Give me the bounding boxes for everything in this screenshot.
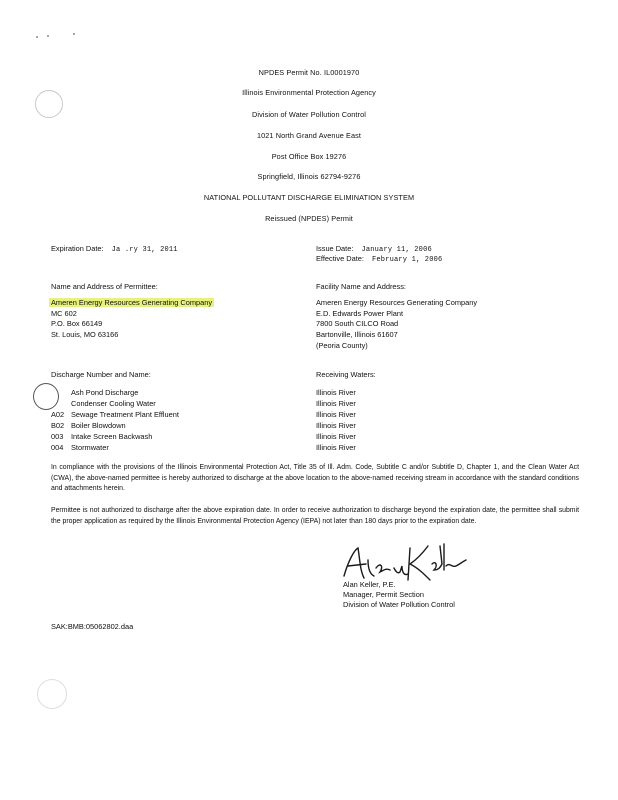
issue-value: January 11, 2006	[361, 246, 432, 254]
signatory-name: Alan Keller, P.E.	[343, 580, 396, 589]
permittee-line: Ameren Energy Resources Generating Company	[51, 298, 213, 307]
effective-value: February 1, 2006	[372, 256, 443, 264]
effective-label: Effective Date:	[316, 254, 364, 263]
division-name: Division of Water Pollution Control	[252, 110, 366, 119]
punch-hole	[37, 679, 67, 709]
discharge-number: 003	[51, 432, 64, 441]
discharge-name: Sewage Treatment Plant Effluent	[71, 410, 179, 419]
facility-line: 7800 South CILCO Road	[316, 319, 399, 329]
table-row	[51, 399, 156, 408]
issue-date	[316, 244, 432, 254]
permittee-heading: Name and Address of Permittee:	[51, 282, 158, 291]
table-row	[51, 432, 152, 441]
scan-speck	[47, 35, 49, 37]
table-row	[51, 410, 179, 419]
receiving-waters-heading: Receiving Waters:	[316, 370, 376, 379]
receiving-water: Illinois River	[316, 421, 356, 430]
city-state-zip: Springfield, Illinois 62794-9276	[257, 172, 361, 181]
receiving-water: Illinois River	[316, 399, 356, 408]
receiving-water: Illinois River	[316, 432, 356, 441]
expiration-date	[51, 244, 178, 254]
issue-label: Issue Date:	[316, 244, 354, 253]
permittee-line: St. Louis, MO 63166	[51, 330, 119, 340]
permittee-address	[51, 298, 214, 341]
scan-speck	[36, 36, 38, 38]
discharge-number: 004	[51, 443, 64, 452]
permit-number: NPDES Permit No. IL0001970	[258, 68, 360, 77]
permittee-line: MC 602	[51, 308, 77, 318]
facility-line: (Peoria County)	[316, 340, 368, 350]
facility-line: E.D. Edwards Power Plant	[316, 308, 404, 318]
effective-date	[316, 254, 442, 264]
facility-line: Bartonville, Illinois 61607	[316, 330, 398, 340]
expiration-paragraph: Permittee is not authorized to discharge after the above expiration date. In order to receive authorization to discharge beyond the expiration date, the permittee shall submit the proper application as required by the Illinois Environmental Protection Agency (IEPA) not later than 180 days prior to the expiration date.	[51, 507, 579, 525]
receiving-water: Illinois River	[316, 388, 356, 397]
discharge-name: Stormwater	[71, 443, 109, 452]
street-address: 1021 North Grand Avenue East	[256, 131, 362, 140]
facility-line: Ameren Energy Resources Generating Company	[316, 298, 478, 307]
table-row	[51, 421, 126, 430]
discharge-number: A02	[51, 410, 65, 419]
discharge-number: B02	[51, 421, 65, 430]
discharge-name: Intake Screen Backwash	[71, 432, 153, 441]
signatory-title: Manager, Permit Section	[343, 590, 424, 599]
scan-speck	[73, 33, 75, 35]
expiration-label: Expiration Date:	[51, 244, 104, 253]
discharge-heading: Discharge Number and Name:	[51, 370, 151, 379]
facility-address	[316, 298, 477, 352]
discharge-name: Ash Pond Discharge	[71, 388, 139, 397]
facility-heading: Facility Name and Address:	[316, 282, 406, 291]
system-title: NATIONAL POLLUTANT DISCHARGE ELIMINATION SYSTEM	[203, 193, 415, 202]
discharge-name: Condenser Cooling Water	[71, 399, 156, 408]
receiving-water: Illinois River	[316, 443, 356, 452]
table-row	[51, 388, 138, 397]
agency-name: Illinois Environmental Protection Agency	[242, 88, 376, 97]
permittee-line: P.O. Box 66149	[51, 319, 103, 329]
receiving-water: Illinois River	[316, 410, 356, 419]
compliance-paragraph: In compliance with the provisions of the Illinois Environmental Protection Act, Title 35 of Ill. Adm. Code, Subtitle C and/or Subtitle D, Chapter 1, and the Clean Water Act (CWA), the above-named permittee is hereby authorized to discharge at the above location to the above-named receiving stream in accordance with the standard conditions and attachments herein.	[51, 464, 579, 492]
po-box: Post Office Box 19276	[271, 152, 347, 161]
permit-type: Reissued (NPDES) Permit	[265, 214, 353, 223]
discharge-name: Boiler Blowdown	[71, 421, 126, 430]
file-reference: SAK:BMB:05062802.daa	[51, 622, 134, 631]
table-row	[51, 443, 109, 452]
expiration-value: Ja .ry 31, 2011	[111, 246, 178, 254]
signatory-division: Division of Water Pollution Control	[343, 600, 455, 609]
